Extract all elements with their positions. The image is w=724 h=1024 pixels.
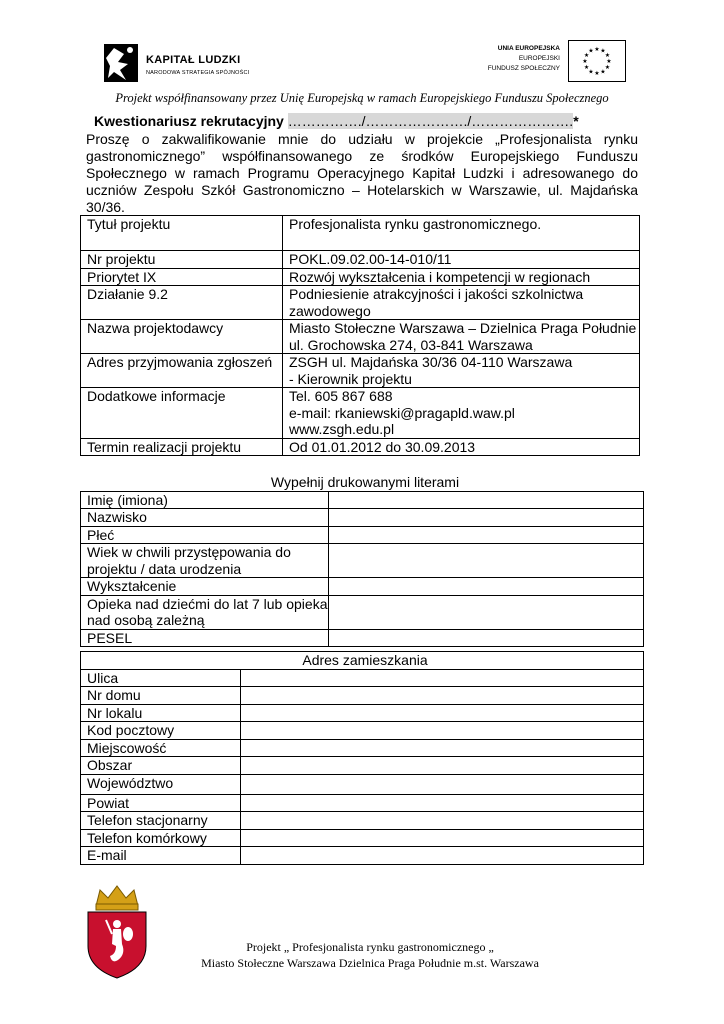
eu-star-icon: ★: [588, 48, 594, 55]
table-row: [81, 757, 644, 775]
field-input[interactable]: [241, 774, 644, 794]
kapital-ludzki-logo: [100, 40, 260, 88]
table-heading-row: [81, 474, 644, 491]
title-date-fill: ……………./…………………./………………….: [287, 113, 574, 129]
table-row: [81, 251, 640, 269]
title-asterisk: *: [573, 113, 579, 129]
kapital-ludzki-title: KAPITAŁ LUDZKI: [146, 54, 241, 66]
value-line: ul. Grochowska 274, 03-841 Warszawa: [289, 336, 533, 353]
row-value: [283, 354, 640, 388]
field-input[interactable]: [329, 629, 644, 647]
row-label: Nr projektu: [81, 251, 283, 269]
kapital-ludzki-emblem-icon: [100, 40, 140, 86]
table-row: [81, 526, 644, 544]
cofinanced-note: Projekt współfinansowany przez Unię Europejską w ramach Europejskiego Funduszu Społecznego: [115, 91, 609, 105]
row-label: Nazwa projektodawcy: [81, 320, 283, 354]
eu-star-icon: ★: [606, 59, 612, 65]
table-row: [81, 509, 644, 527]
eu-star-icon: ★: [588, 69, 594, 76]
field-input[interactable]: [241, 704, 644, 722]
table-row: [81, 704, 644, 722]
eu-star-icon: ★: [594, 71, 600, 77]
eu-star-icon: ★: [583, 53, 590, 59]
field-input[interactable]: [241, 829, 644, 847]
row-label: Termin realizacji projektu: [81, 438, 283, 456]
field-input[interactable]: [329, 526, 644, 544]
row-label: Działanie 9.2: [81, 286, 283, 320]
field-input[interactable]: [241, 722, 644, 740]
row-value: [283, 388, 640, 439]
field-input[interactable]: [241, 739, 644, 757]
eu-stars-icon: [569, 41, 625, 81]
field-input[interactable]: [241, 757, 644, 775]
table-row: [81, 388, 640, 439]
field-label: Nr lokalu: [81, 704, 241, 722]
personal-data-table: [80, 474, 644, 647]
table-row: [81, 286, 640, 320]
row-value: [283, 320, 640, 354]
eu-star-icon: ★: [604, 53, 611, 59]
field-label: Województwo: [81, 774, 241, 794]
eu-star-icon: ★: [582, 59, 588, 65]
field-label: Wiek w chwili przystępowania do projektu / data urodzenia: [81, 544, 329, 578]
table-row: [81, 491, 644, 509]
field-input[interactable]: [329, 491, 644, 509]
table-row: [81, 812, 644, 830]
field-label: Telefon komórkowy: [81, 829, 241, 847]
eu-line1: UNIA EUROPEJSKA: [497, 45, 560, 52]
table-row: [81, 268, 640, 286]
field-input[interactable]: [329, 509, 644, 527]
field-input[interactable]: [241, 812, 644, 830]
field-label: Nr domu: [81, 687, 241, 705]
row-value: POKL.09.02.00-14-010/11: [283, 251, 640, 269]
field-label: Wykształcenie: [81, 578, 329, 596]
table-row: [81, 354, 640, 388]
table-row: [81, 794, 644, 812]
eu-star-icon: ★: [604, 65, 611, 71]
table-row: [81, 544, 644, 578]
field-label: Obszar: [81, 757, 241, 775]
field-input[interactable]: [241, 687, 644, 705]
table-row: [81, 578, 644, 596]
table-row: [81, 687, 644, 705]
value-line: www.zsgh.edu.pl: [289, 421, 395, 437]
value-line: Tel. 605 867 688: [289, 388, 393, 404]
field-label: PESEL: [81, 629, 329, 647]
table-row: [81, 320, 640, 354]
eu-flag-icon: [568, 40, 626, 82]
eu-star-icon: ★: [594, 47, 600, 53]
field-label: Płeć: [81, 526, 329, 544]
row-value: Podniesienie atrakcyjności i jakości szkolnictwa zawodowego: [283, 286, 640, 320]
table-row: [81, 438, 640, 456]
footer-line2: Miasto Stołeczne Warszawa Dzielnica Praga Południe m.st. Warszawa: [201, 956, 539, 970]
kapital-ludzki-subtitle: NARODOWA STRATEGIA SPÓJNOŚCI: [146, 70, 250, 76]
field-label: E-mail: [81, 847, 241, 865]
field-label: Opieka nad dziećmi do lat 7 lub opieka nad osobą zależną: [81, 595, 329, 629]
footer-line1: Projekt „ Profesjonalista rynku gastronomicznego „: [246, 940, 494, 954]
value-line: e-mail: rkaniewski@pragapld.waw.pl: [289, 404, 515, 421]
field-label: Telefon stacjonarny: [81, 812, 241, 830]
field-label: Ulica: [81, 669, 241, 687]
eu-line2: EUROPEJSKI: [518, 55, 560, 62]
field-label: Kod pocztowy: [81, 722, 241, 740]
eu-line3: FUNDUSZ SPOŁECZNY: [487, 65, 560, 72]
field-label: Miejscowość: [81, 739, 241, 757]
table-row: [81, 216, 640, 251]
value-line: Miasto Stołeczne Warszawa – Dzielnica Praga Południe: [289, 320, 637, 336]
eu-logo-text: [488, 44, 560, 74]
table-row: [81, 669, 644, 687]
field-input[interactable]: [241, 669, 644, 687]
row-value: Profesjonalista rynku gastronomicznego.: [283, 216, 640, 251]
table-row: [81, 774, 644, 794]
field-input[interactable]: [329, 578, 644, 596]
table-row: [81, 629, 644, 647]
table-row: [81, 595, 644, 629]
value-line: - Kierownik projektu: [289, 370, 412, 387]
row-label: Priorytet IX: [81, 268, 283, 286]
field-label: Nazwisko: [81, 509, 329, 527]
table-row: [81, 847, 644, 865]
footer: [130, 939, 610, 971]
table-row: [81, 829, 644, 847]
eu-star-icon: ★: [583, 65, 590, 71]
field-input[interactable]: [329, 595, 644, 629]
eu-star-icon: ★: [600, 69, 606, 76]
table-row: [81, 739, 644, 757]
project-info-table: [80, 215, 640, 456]
field-label: Imię (imiona): [81, 491, 329, 509]
intro-paragraph: Proszę o zakwalifikowanie mnie do udziału w projekcie „Profesjonalista rynku gastronomicznego” współfinansowanego ze środków Europejskiego Funduszu Społecznego w ramach Programu Operacyjnego Kapitał Ludzki i adresowanego do uczniów Zespołu Szkół Gastronomiczno – Hotelarskich w Warszawie, ul. Majdańska 30/36.: [86, 131, 638, 215]
title-text: Kwestionariusz rekrutacyjny: [94, 113, 288, 129]
field-input[interactable]: [329, 544, 644, 578]
row-value: Rozwój wykształcenia i kompetencji w regionach: [283, 268, 640, 286]
row-label: Dodatkowe informacje: [81, 388, 283, 439]
eu-star-icon: ★: [600, 48, 606, 55]
address-table: [80, 651, 644, 865]
page-title: [94, 113, 579, 129]
row-label: Adres przyjmowania zgłoszeń: [81, 354, 283, 388]
field-input[interactable]: [241, 847, 644, 865]
field-label: Powiat: [81, 794, 241, 812]
address-heading: Adres zamieszkania: [81, 652, 644, 670]
personal-heading: Wypełnij drukowanymi literami: [81, 474, 644, 491]
field-input[interactable]: [241, 794, 644, 812]
row-label: Tytuł projektu: [81, 216, 283, 251]
row-value: Od 01.01.2012 do 30.09.2013: [283, 438, 640, 456]
value-line: ZSGH ul. Majdańska 30/36 04-110 Warszawa: [289, 354, 573, 370]
eu-logo: [470, 40, 630, 84]
table-heading-row: [81, 652, 644, 670]
table-row: [81, 722, 644, 740]
